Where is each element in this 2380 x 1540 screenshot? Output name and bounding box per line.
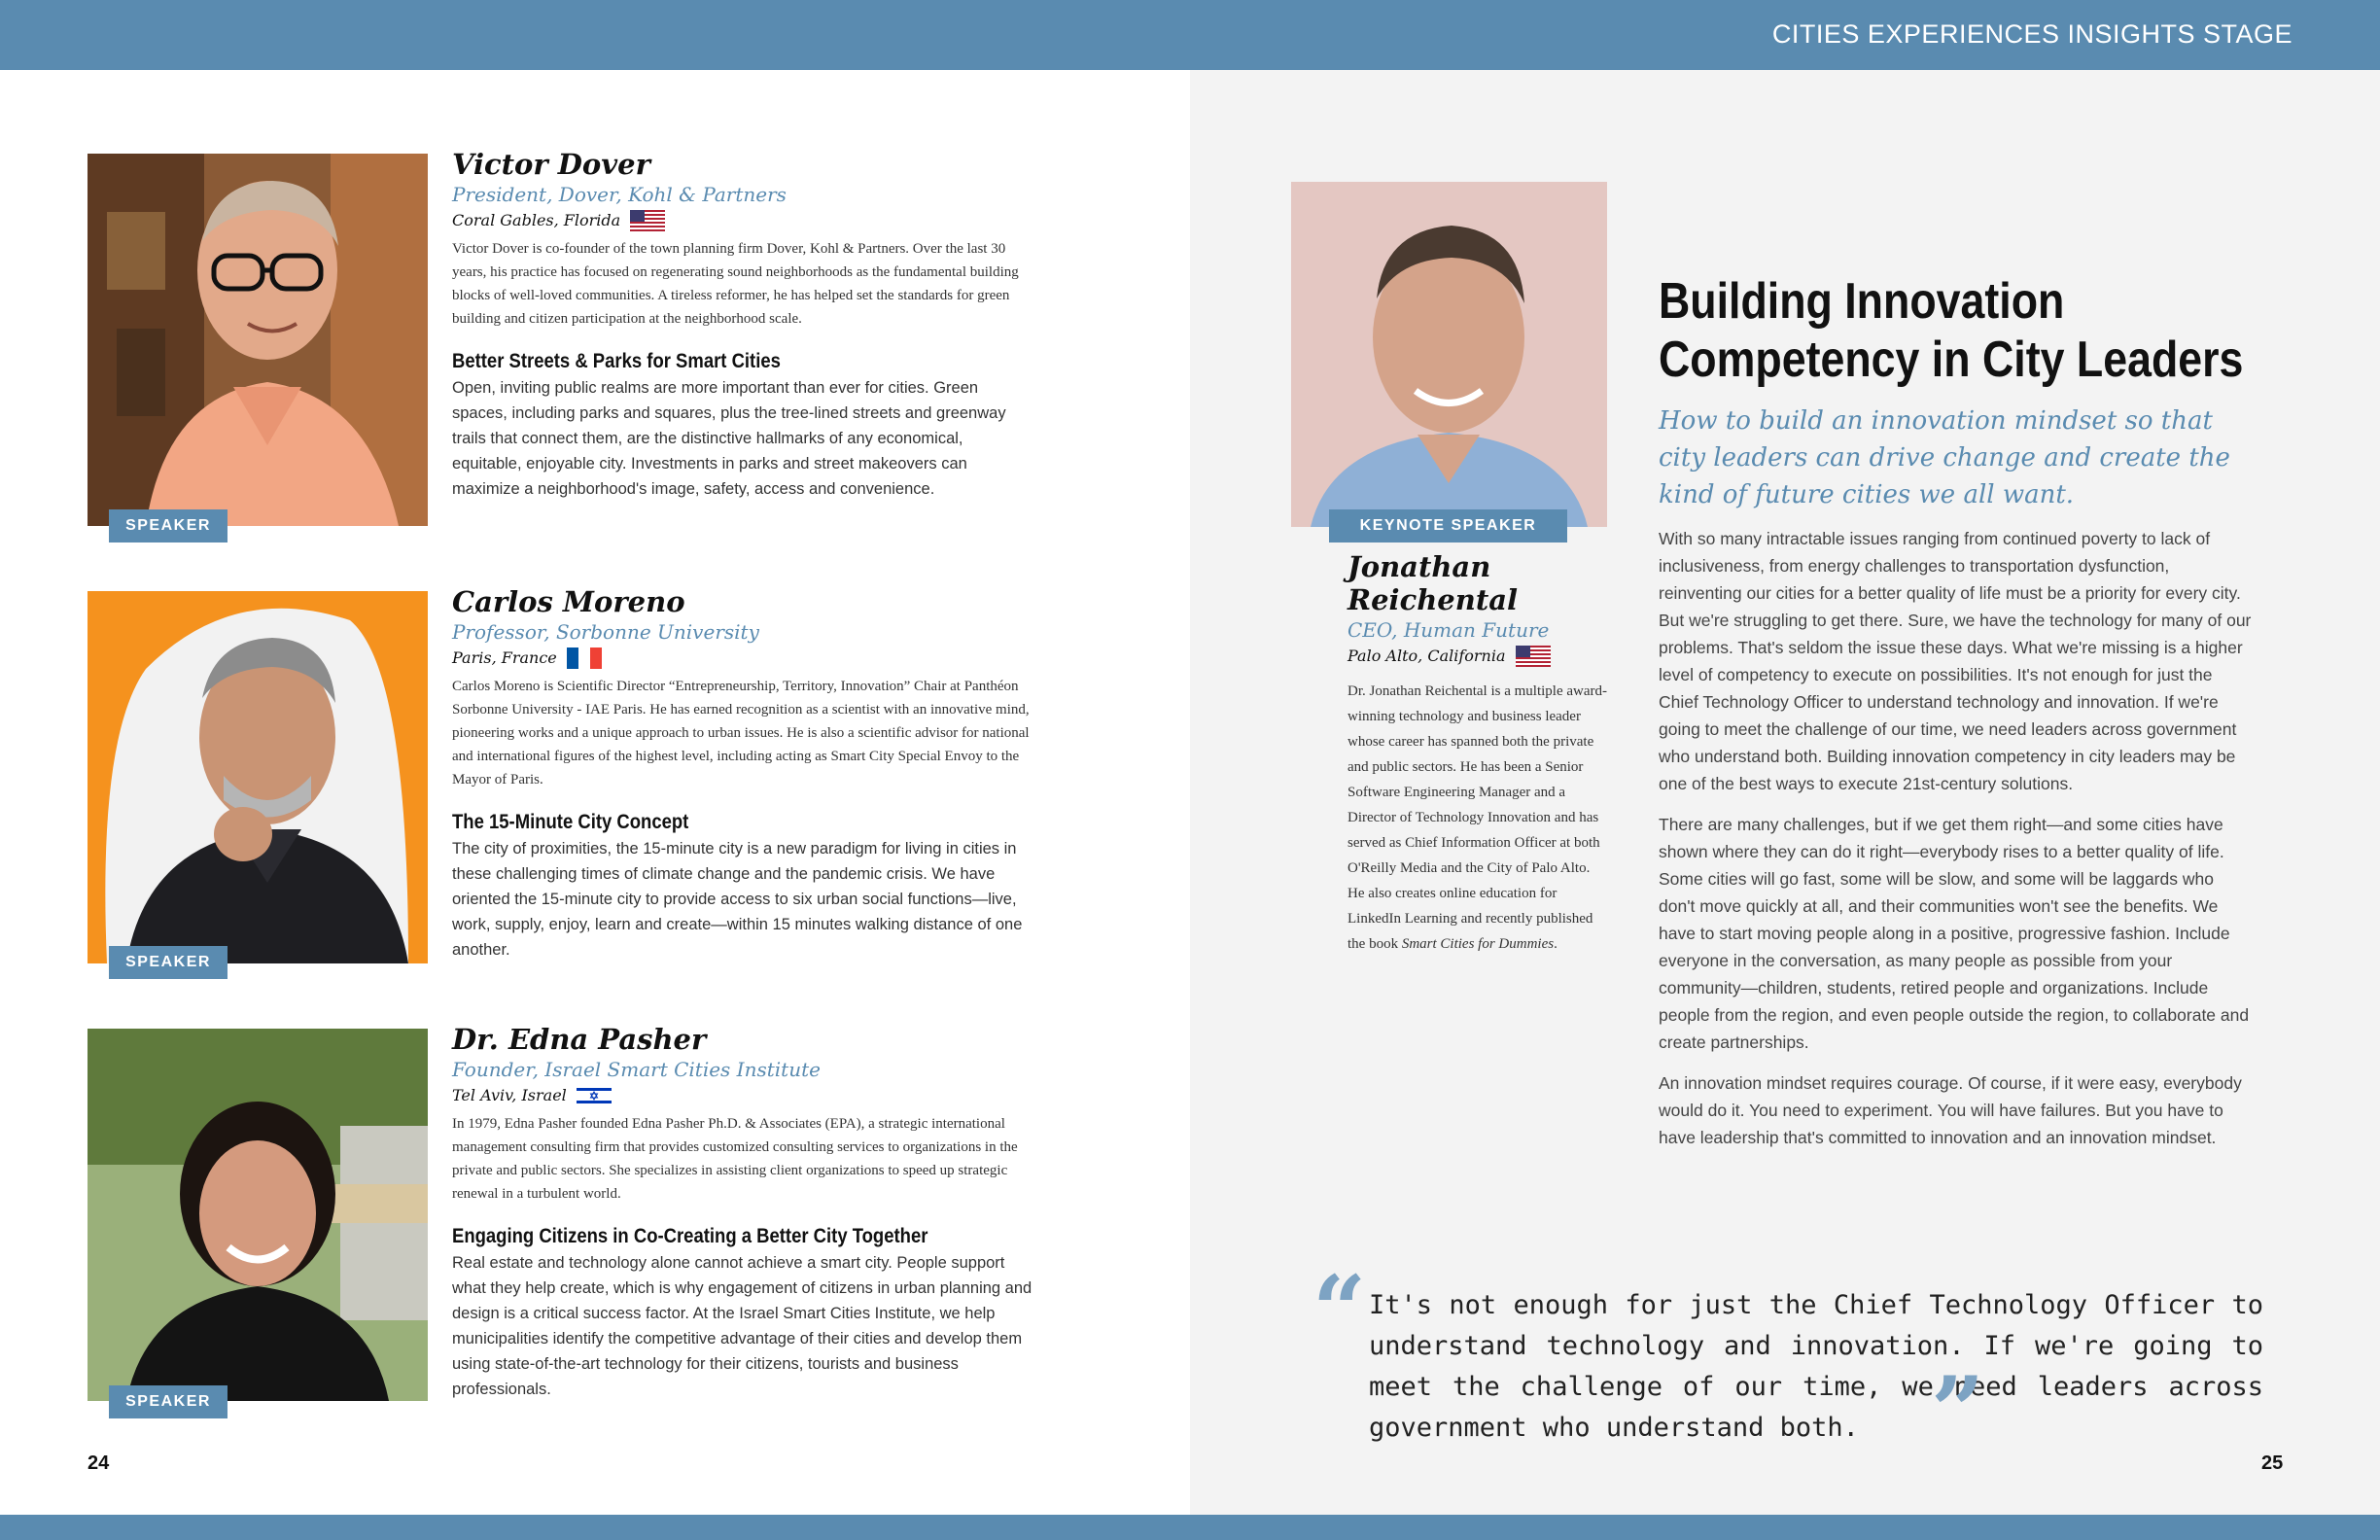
flag-usa-icon [630,210,665,231]
speaker-name: Dr. Edna Pasher [452,1023,707,1056]
flag-israel-icon [577,1085,612,1106]
article-paragraph: With so many intractable issues ranging from continued poverty to lack of inclusiveness, from energy challenges to transportation dysfunction, reinventing our cities for a better quality of life must be a priority for every city. But we're struggling to get there. Sure, we have the technology for many of our problems. That's seldom the issue these days. What we're missing is a higher level of competency to execute on possibilities. It's not enough for just the Chief Technology Officer to understand technology and innovation. If we're going to meet the challenge of our time, we need leaders across government who understand both. Building innovation competency in city leaders may be one of the best ways to execute 21st-century solutions. [1659,529,2252,793]
speaker-tag: SPEAKER [109,946,228,979]
speaker-bio: In 1979, Edna Pasher founded Edna Pasher Ph.D. & Associates (EPA), a strategic international management consulting firm that provides customized consulting services to organizations in the private and public sectors. She specializes in assisting client organizations to speed up strategic renewal in a turbulent world. [452,1116,1018,1202]
location-text: Palo Alto, California [1348,647,1506,665]
talk-title: Better Streets & Parks for Smart Cities [452,350,781,372]
keynote-speaker-block [1348,550,1610,957]
pull-quote: It's not enough for just the Chief Technology Officer to understand technology and innovation. If we're going to meet the challenge of our time, we need leaders across government who understand both. [1369,1290,2263,1443]
article-title-line2: Competency in City Leaders [1659,332,2244,388]
speaker-block-victor-dover [452,148,1035,502]
location-text: Coral Gables, Florida [452,211,621,229]
talk-title: Engaging Citizens in Co-Creating a Better City Together [452,1225,928,1247]
speaker-name: Victor Dover [452,148,650,181]
quote-close-icon: ” [1931,1356,1985,1466]
speaker-role: Professor, Sorbonne University [452,620,759,644]
page-number-left: 24 [88,1452,110,1474]
speaker-location [452,646,1035,671]
talk-description: Open, inviting public realms are more important than ever for cities. Green spaces, including parks and squares, plus the tree-lined streets and greenway trails that connect them, are the distinctive hallmarks of any economical, equitable, enjoyable city. Investments in parks and street makeovers can maximize a neighborhood's image, safety, access and convenience. [452,379,1006,498]
speaker-role: President, Dover, Kohl & Partners [452,183,787,206]
flag-usa-icon [1516,646,1551,667]
article [1659,272,2252,1151]
talk-description: The city of proximities, the 15-minute city is a new paradigm for living in cities in these challenging times of climate change and the pandemic crisis. We have oriented the 15-minute city to provide access to six urban social functions—live, work, supply, enjoy, learn and create—within 15 minutes walking distance of one another. [452,840,1023,959]
keynote-role: CEO, Human Future [1348,618,1550,642]
footer-bar [0,1515,2380,1540]
article-title-line1: Building Innovation [1659,273,2065,330]
article-paragraph: There are many challenges, but if we get them right—and some cities have shown where they can do it right—everybody rises to a better quality of life. Some cities will go fast, some will be slow, and some will be laggards who don't move quickly at all, and their communities won't see the benefits. We have to start moving people along in a positive, progressive fashion. Include everyone in the conversation, as many people as possible from your community—children, students, retired people and organizations. Include people from the region, and even people outside the region, to collaborate and create partnerships. [1659,815,2250,1052]
speaker-photo-victor-dover [88,154,428,526]
speaker-photo-edna-pasher [88,1029,428,1401]
speaker-tag: SPEAKER [109,509,228,542]
keynote-location [1348,644,1610,669]
article-paragraph: An innovation mindset requires courage. Of course, if it were easy, everybody would do it. You need to experiment. You will have failures. But you have to have leadership that's committed to innovation and an innovation mindset. [1659,1073,2242,1147]
quote-open-icon: “ [1312,1255,1367,1365]
location-text: Paris, France [452,648,557,667]
section-title: CITIES EXPERIENCES INSIGHTS STAGE [1771,19,2292,49]
speaker-location [452,1083,1035,1108]
speaker-photo-carlos-moreno [88,591,428,963]
speaker-bio: Carlos Moreno is Scientific Director “Entrepreneurship, Territory, Innovation” Chair at Panthéon Sorbonne University - IAE Paris. He has earned recognition as a scientist with an innovative mind, pioneering works and a unique approach to urban issues. He is also a scientific advisor for national and international figures of the highest level, including acting as Smart City Special Envoy to the Mayor of Paris. [452,679,1030,788]
speaker-block-carlos-moreno [452,585,1035,962]
talk-description: Real estate and technology alone cannot achieve a smart city. People support what they help create, which is why engagement of citizens in urban planning and design is a critical success factor. At the Israel Smart Cities Institute, we help municipalities identify the competitive advantage of their cities and develop them using state-of-the-art technology for their citizens, tourists and business professionals. [452,1254,1032,1398]
speaker-block-edna-pasher [452,1023,1035,1402]
header-bar [0,0,2380,70]
keynote-speaker-photo [1291,182,1607,527]
keynote-bio: Dr. Jonathan Reichental is a multiple award-winning technology and business leader whose career has spanned both the private and public sectors. He has been a Senior Software Engineering Manager and a Director of Technology Innovation and has served as Chief Information Officer at both O'Reilly Media and the City of Palo Alto. He also creates online education for LinkedIn Learning and recently published the book Smart Cities for Dummies. [1348,683,1608,952]
talk-title: The 15-Minute City Concept [452,811,689,833]
flag-france-icon [567,648,602,669]
speaker-name: Carlos Moreno [452,585,685,618]
keynote-name: Jonathan Reichental [1348,550,1519,616]
location-text: Tel Aviv, Israel [452,1086,567,1104]
speaker-bio: Victor Dover is co-founder of the town planning firm Dover, Kohl & Partners. Over the last 30 years, his practice has focused on regenerating sound neighborhoods as the fundamental building blocks of well-loved communities. A tireless reformer, he has helped set the standards for green building and citizen participation at the neighborhood scale. [452,241,1019,327]
page-number-right: 25 [2261,1452,2284,1474]
article-subtitle: How to build an innovation mindset so that city leaders can drive change and create the kind of future cities we all want. [1659,406,2230,509]
speaker-role: Founder, Israel Smart Cities Institute [452,1058,821,1081]
speaker-location [452,208,1035,233]
keynote-speaker-tag: KEYNOTE SPEAKER [1329,509,1567,542]
speaker-tag: SPEAKER [109,1385,228,1418]
book-title: Smart Cities for Dummies [1401,936,1555,952]
